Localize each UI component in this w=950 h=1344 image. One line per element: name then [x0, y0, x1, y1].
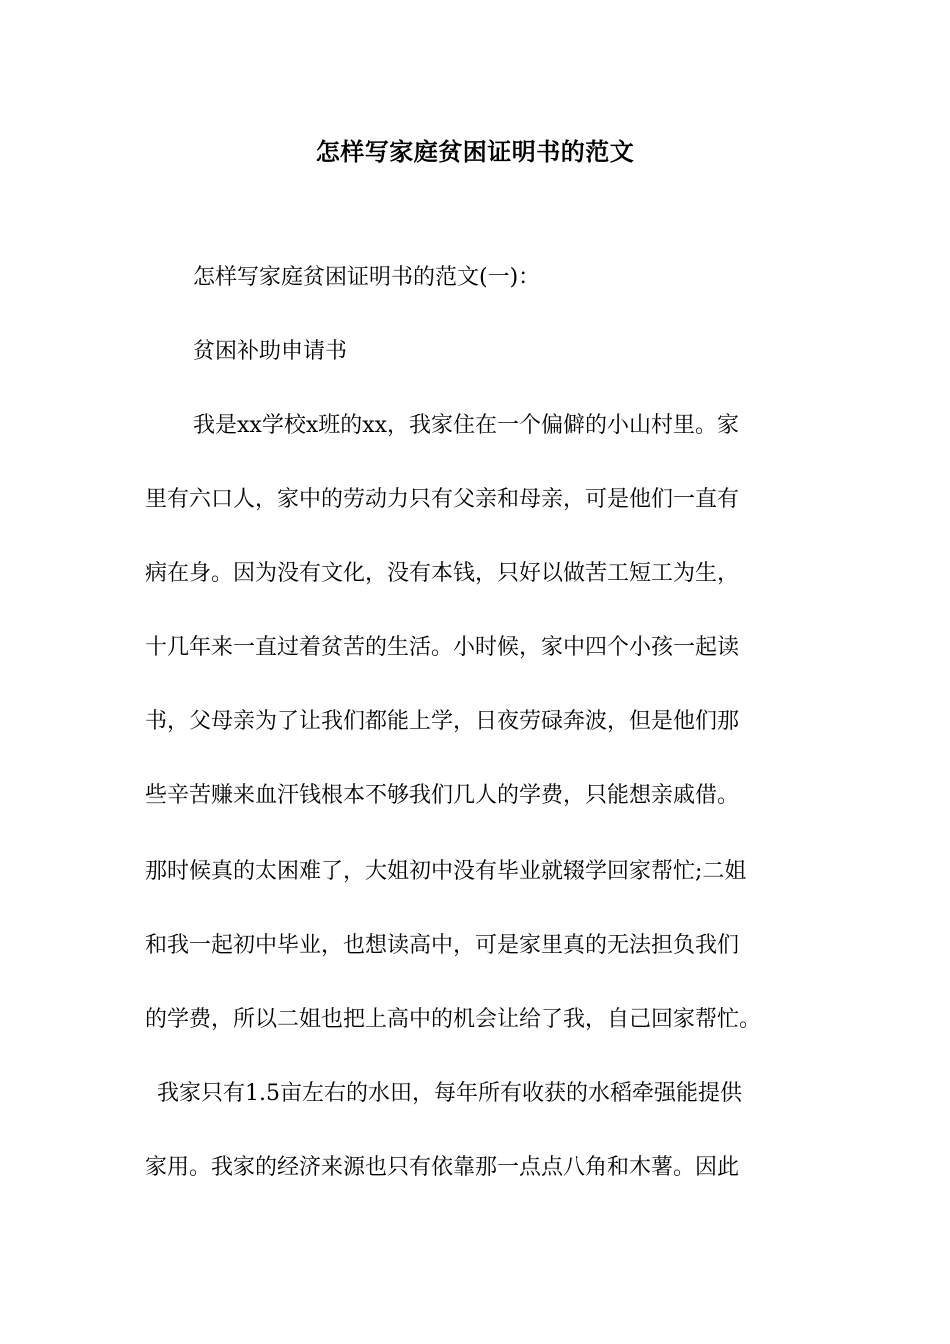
subheading: 贫困补助申请书 [193, 339, 348, 364]
paragraph-line: 那时候真的太困难了，大姐初中没有毕业就辍学回家帮忙;二姐 [145, 859, 747, 884]
paragraph-line: 和我一起初中毕业，也想读高中，可是家里真的无法担负我们 [145, 933, 740, 958]
paragraph-line: 我是xx学校x班的xx，我家住在一个偏僻的小山村里。家 [193, 413, 740, 438]
paragraph-line: 家用。我家的经济来源也只有依靠那一点点八角和木薯。因此 [145, 1155, 740, 1180]
paragraph-line: 我家只有1.5亩左右的水田，每年所有收获的水稻牵强能提供 [157, 1081, 742, 1106]
paragraph-line: 书，父母亲为了让我们都能上学，日夜劳碌奔波，但是他们那 [145, 709, 740, 734]
paragraph-line: 的学费，所以二姐也把上高中的机会让给了我，自己回家帮忙。 [145, 1007, 762, 1032]
paragraph-line: 病在身。因为没有文化，没有本钱，只好以做苦工短工为生， [145, 561, 740, 586]
section-heading: 怎样写家庭贫困证明书的范文(一)： [193, 265, 541, 290]
paragraph-line: 十几年来一直过着贫苦的生活。小时候，家中四个小孩一起读 [145, 635, 740, 660]
paragraph-line: 里有六口人，家中的劳动力只有父亲和母亲，可是他们一直有 [145, 487, 740, 512]
paragraph-line: 些辛苦赚来血汗钱根本不够我们几人的学费，只能想亲戚借。 [145, 783, 740, 808]
document-title: 怎样写家庭贫困证明书的范文 [315, 137, 635, 166]
